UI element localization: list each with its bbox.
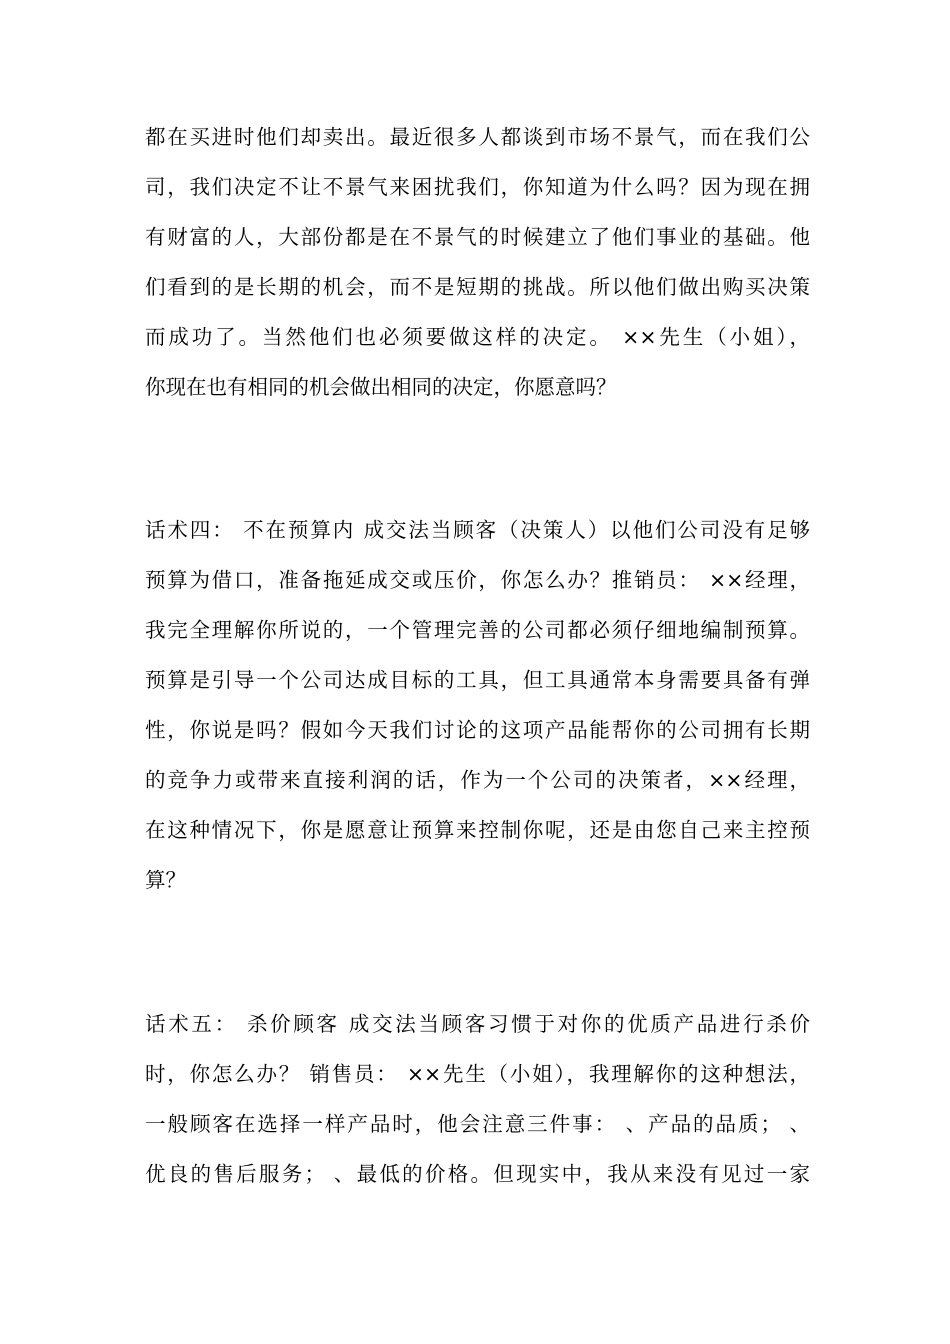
text-line: 们看到的是长期的机会，而不是短期的挑战。所以他们做出购买决策 — [145, 275, 810, 299]
text-line: 在这种情况下，你是愿意让预算来控制你呢，还是由您自己来主控预 — [145, 818, 810, 842]
text-line: 预算是引导一个公司达成目标的工具，但工具通常本身需要具备有弹 — [145, 668, 810, 692]
text-line: 你现在也有相同的机会做出相同的决定，你愿意吗？ — [145, 375, 617, 399]
text-line: 有财富的人，大部份都是在不景气的时候建立了他们事业的基础。他 — [145, 225, 810, 249]
text-line: 算？ — [145, 868, 186, 892]
text-line: 话术五： 杀价顾客 成交法当顾客习惯于对你的优质产品进行杀价 — [145, 1012, 810, 1036]
text-line: 的竞争力或带来直接利润的话，作为一个公司的决策者，××经理， — [145, 768, 810, 792]
text-line: 话术四： 不在预算内 成交法当顾客（决策人）以他们公司没有足够 — [145, 518, 810, 542]
text-line: 司，我们决定不让不景气来困扰我们，你知道为什么吗？因为现在拥 — [145, 175, 810, 199]
text-line: 我完全理解你所说的，一个管理完善的公司都必须仔细地编制预算。 — [145, 618, 810, 642]
text-line: 时，你怎么办？ 销售员： ××先生（小姐），我理解你的这种想法， — [145, 1062, 810, 1086]
text-line: 一般顾客在选择一样产品时，他会注意三件事： 、产品的品质； 、 — [145, 1112, 810, 1136]
text-line: 都在买进时他们却卖出。最近很多人都谈到市场不景气，而在我们公 — [145, 125, 810, 149]
text-line: 预算为借口，准备拖延成交或压价，你怎么办？推销员： ××经理， — [145, 568, 810, 592]
text-line: 优良的售后服务； 、最低的价格。但现实中，我从来没有见过一家 — [145, 1162, 810, 1186]
text-line: 性，你说是吗？假如今天我们讨论的这项产品能帮你的公司拥有长期 — [145, 718, 810, 742]
text-line: 而成功了。当然他们也必须要做这样的决定。 ××先生（小姐）， — [145, 325, 810, 349]
